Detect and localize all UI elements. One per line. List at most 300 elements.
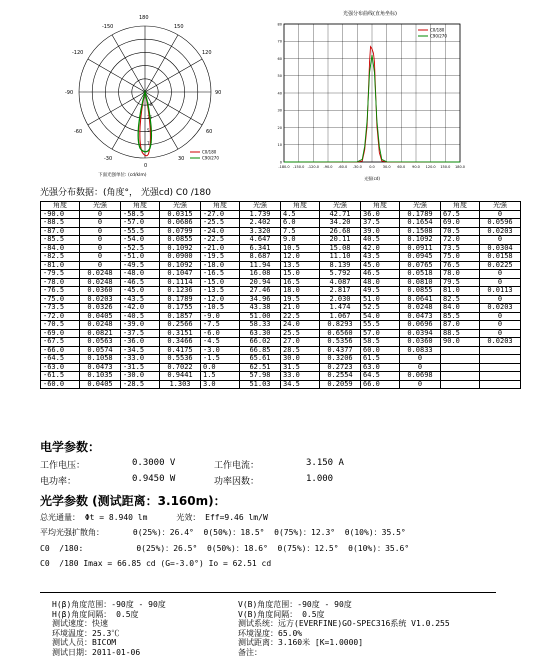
table-cell: -78.0 [41,278,80,287]
table-cell: 70.5 [441,227,480,236]
table-row [41,329,521,338]
table-cell: 0.1092 [400,236,441,245]
table-cell: 0.0900 [160,253,201,262]
table-row [41,210,521,219]
table-cell: 0.1857 [160,312,201,321]
table-cell: 82.5 [441,295,480,304]
table-cell: -87.0 [41,227,80,236]
table-cell: 13.5 [281,261,320,270]
table-cell: 0.0799 [160,227,201,236]
table-cell: -3.0 [201,346,240,355]
table-cell: -52.5 [121,244,160,253]
table-cell: 26.68 [320,227,361,236]
y-tick-label: 50 [277,74,282,79]
table-cell: -13.5 [201,287,240,296]
table-cell: 9.0 [281,236,320,245]
table-cell: 72.0 [441,236,480,245]
table-cell: 19.5 [281,295,320,304]
angle-label-30: 30 [178,156,185,162]
optical-c0-line: C0 /180: θ(25%)：26.5° θ(50%)：18.6° θ(75%)：12.5° θ(10%)：35.6° [40,544,410,553]
x-axis-label: 光强(cd) [364,176,380,181]
table-header-cell: 光强 [80,202,121,211]
table-cell: 0.0203 [480,304,521,313]
table-cell: 34.96 [240,295,281,304]
table-cell: 30.0 [281,355,320,364]
table-cell: -69.0 [41,329,80,338]
table-cell: 0 [400,363,441,372]
table-cell: 0.2059 [320,380,361,389]
table-cell: 48.0 [361,278,400,287]
table-cell: 60.0 [361,346,400,355]
power-label: 电功率： [40,477,77,487]
table-cell: -12.0 [201,295,240,304]
table-cell: 0.4175 [160,346,201,355]
table-cell: 42.71 [320,210,361,219]
table-cell: 15.08 [320,244,361,253]
table-cell: 24.0 [281,321,320,330]
table-cell: 39.0 [361,227,400,236]
y-tick-label: 20 [277,125,282,130]
table-cell: 45.0 [361,261,400,270]
table-cell: 0.3466 [160,338,201,347]
table-cell: 90.0 [441,338,480,347]
table-cell: 18.0 [281,287,320,296]
table-cell: 0.1654 [400,219,441,228]
x-tick-label: 30.0 [382,165,391,169]
table-cell: 0.5536 [160,355,201,364]
table-cell: -28.5 [121,380,160,389]
pf-label: 功率因数： [214,477,260,487]
table-cell: 0.1047 [160,270,201,279]
table-row [41,372,521,381]
table-cell: 1.474 [320,304,361,313]
y-tick-label: 60 [277,56,282,61]
footer-operator: 测试人员：BICOM [52,638,117,647]
table-cell: -46.5 [121,278,160,287]
table-cell: 20.94 [240,278,281,287]
table-cell: 64.5 [361,372,400,381]
table-cell: -4.5 [201,338,240,347]
table-cell: -34.5 [121,346,160,355]
table-cell: 0.6560 [320,329,361,338]
table-cell [480,363,521,372]
table-row [41,278,521,287]
table-cell: -88.5 [41,219,80,228]
table-cell: 75.0 [441,253,480,262]
table-cell: -82.5 [41,253,80,262]
table-header-cell: 角度 [361,202,400,211]
table-cell: 0.0855 [160,236,201,245]
table-cell: 87.0 [441,321,480,330]
table-cell: 0.0248 [80,321,121,330]
table-cell: 5.792 [320,270,361,279]
table-header-cell: 光强 [400,202,441,211]
table-cell: 55.5 [361,321,400,330]
table-cell: -24.0 [201,227,240,236]
table-cell: -70.5 [41,321,80,330]
voltage-value: 0.3000 V [132,458,176,468]
table-cell: 8.687 [240,253,281,262]
table-cell: 62.51 [240,363,281,372]
table-cell: 0.0360 [80,287,121,296]
table-cell: 0.0203 [480,227,521,236]
table-cell: -22.5 [201,236,240,245]
table-cell: 0.0563 [80,338,121,347]
table-cell: -60.0 [41,380,80,389]
table-cell: -19.5 [201,253,240,262]
table-cell: 0.1092 [160,244,201,253]
table-cell: -54.0 [121,236,160,245]
table-cell: 51.0 [361,295,400,304]
table-cell: 81.0 [441,287,480,296]
table-cell: 15.0 [281,270,320,279]
table-cell: 0.5356 [320,338,361,347]
table-cell: 25.5 [281,329,320,338]
table-cell: 0.0405 [80,312,121,321]
angle-label-150: 150 [174,24,184,30]
table-cell [480,380,521,389]
table-header-cell: 光强 [320,202,361,211]
table-cell: 0.0203 [80,295,121,304]
table-header-cell: 角度 [281,202,320,211]
table-cell: 37.5 [361,219,400,228]
table-cell: 0.0698 [400,372,441,381]
current-label: 工作电流： [214,461,260,471]
table-cell: 0 [400,355,441,364]
footer-date: 测试日期：2011-01-06 [52,647,141,657]
y-tick-label: 70 [277,39,282,44]
table-cell: 0.0225 [480,261,521,270]
table-cell: 0.0394 [400,329,441,338]
table-cell: 0.7022 [160,363,201,372]
table-cell: 0.1789 [400,210,441,219]
table-cell: -84.0 [41,244,80,253]
table-cell: -66.0 [41,346,80,355]
table-cell: -27.0 [201,210,240,219]
table-cell: 0.8293 [320,321,361,330]
radial-label-2: 36 [147,115,153,120]
table-cell: 34.5 [281,380,320,389]
polar-spoke [145,35,178,92]
table-cell [441,346,480,355]
table-cell: 63.0 [361,363,400,372]
angle-label-n30: -30 [104,156,113,162]
table-cell: 0.0855 [400,287,441,296]
angle-label-60: 60 [206,129,213,135]
table-header-row [41,202,521,211]
table-cell: 49.5 [361,287,400,296]
x-tick-label: 90.0 [412,165,420,169]
table-row [41,261,521,270]
polar-spoke [145,92,202,125]
table-cell: 85.5 [441,312,480,321]
polar-chart [38,10,234,180]
footer-left [52,600,166,657]
table-cell: 16.5 [281,278,320,287]
table-cell: 0 [480,236,521,245]
table-cell: 0.1789 [160,295,201,304]
angle-label-n90: -90 [65,90,74,96]
table-cell: 0.0596 [480,219,521,228]
table-cell: -58.5 [121,210,160,219]
rect-legend-c0: C0/180 [430,27,445,33]
table-cell: -7.5 [201,321,240,330]
x-tick-label: -60.0 [338,165,348,169]
footer-distance: 测试距离：3.160米 [K=1.0000] [238,638,364,647]
y-tick-label: 0 [279,160,282,165]
table-cell: 88.5 [441,329,480,338]
table-cell [441,363,480,372]
angle-label-n60: -60 [74,129,83,135]
table-cell: 0.1508 [400,227,441,236]
angle-label-n120: -120 [72,50,84,56]
table-cell: -39.0 [121,321,160,330]
table-cell: 1.5 [201,372,240,381]
y-tick-label: 10 [277,143,282,148]
footer-divider [40,592,496,593]
table-cell: -1.5 [201,355,240,364]
table-title: 光强分布数据：(角度°， 光强cd) C0 /180 [40,188,211,198]
table-cell: 0.0 [201,363,240,372]
table-cell: 33.0 [281,372,320,381]
table-cell: 0.0158 [480,253,521,262]
x-tick-label: -90.0 [323,165,333,169]
table-cell: 57.0 [361,329,400,338]
table-row [41,244,521,253]
table-cell: 0.0405 [80,380,121,389]
polar-unit: 下面光强单位: (cd/klm) [98,173,147,178]
table-cell: 0.4377 [320,346,361,355]
x-tick-label: 0.0 [369,165,375,169]
table-cell: 0 [80,210,121,219]
x-tick-label: -30.0 [352,165,362,169]
table-cell: 0 [80,244,121,253]
table-cell: 0.0326 [80,304,121,313]
table-cell: 40.5 [361,236,400,245]
footer-temp: 环境温度：25.3℃ [52,628,120,638]
table-cell: 2.402 [240,219,281,228]
table-cell: 11.10 [320,253,361,262]
optical-heading: 光学参数 (测试距离：3.160m)： [40,494,226,508]
x-tick-label: -120.0 [307,165,319,169]
table-cell: 27.46 [240,287,281,296]
table-cell: 0.0686 [160,219,201,228]
table-cell: -64.5 [41,355,80,364]
table-cell: 27.0 [281,338,320,347]
table-cell: 0.9441 [160,372,201,381]
rect-chart [270,6,466,182]
table-cell: -6.0 [201,329,240,338]
table-header-cell: 角度 [121,202,160,211]
table-cell: 7.5 [281,227,320,236]
table-cell: -75.0 [41,295,80,304]
table-cell: 2.817 [320,287,361,296]
x-tick-label: -180.0 [278,165,290,169]
table-cell: 0 [80,219,121,228]
table-cell: 0.0203 [480,338,521,347]
table-cell: -81.0 [41,261,80,270]
table-cell: 73.5 [441,244,480,253]
table-cell: -51.0 [121,253,160,262]
table-header-cell: 光强 [480,202,521,211]
table-cell: 0.0821 [80,329,121,338]
table-cell: -25.5 [201,219,240,228]
table-cell: 4.647 [240,236,281,245]
table-cell: 0.0360 [400,338,441,347]
table-cell: 58.5 [361,338,400,347]
table-cell: 8.139 [320,261,361,270]
table-cell: 36.0 [361,210,400,219]
table-cell: 0.1236 [160,287,201,296]
polar-spoke [88,59,145,92]
table-cell: -30.0 [121,372,160,381]
polar-legend-c90: C90/270 [202,155,219,161]
angle-label-180: 180 [139,15,149,21]
table-row [41,227,521,236]
table-cell [480,355,521,364]
table-cell: 0.0304 [480,244,521,253]
table-cell: -90.0 [41,210,80,219]
radial-label-4: 72 [147,141,153,146]
optical-imax-line: C0 /180 Imax = 66.85 cd (G=-3.0°) Io = 62.51 cd [40,559,272,568]
table-cell: 1.303 [160,380,201,389]
table-cell: 46.5 [361,270,400,279]
table-row [41,304,521,313]
radial-label-1: 18 [147,102,153,107]
table-cell: 0 [480,329,521,338]
table-cell: 0.1058 [80,355,121,364]
table-cell: 0.0833 [400,346,441,355]
table-cell: -61.5 [41,372,80,381]
table-cell: 0 [80,261,121,270]
x-tick-label: 180.0 [454,165,466,169]
table-cell: 0 [80,227,121,236]
y-tick-label: 80 [277,22,282,27]
table-cell: 51.00 [240,312,281,321]
table-cell: 63.30 [240,329,281,338]
table-row [41,312,521,321]
table-cell: 0.2723 [320,363,361,372]
table-cell: 0.0315 [160,210,201,219]
footer-right [238,600,450,657]
table-cell: 0.0945 [400,253,441,262]
table-cell: -37.5 [121,329,160,338]
table-cell: 51.03 [240,380,281,389]
table-cell: -55.5 [121,227,160,236]
table-cell: 42.0 [361,244,400,253]
table-row [41,355,521,364]
table-cell: -18.0 [201,261,240,270]
x-tick-label: 60.0 [397,165,406,169]
table-cell: 58.33 [240,321,281,330]
table-cell: 10.5 [281,244,320,253]
x-tick-label: -150.0 [293,165,305,169]
table-cell: 65.61 [240,355,281,364]
table-cell: 0.0248 [80,270,121,279]
intensity-table [40,201,521,389]
table-cell: 0.0696 [400,321,441,330]
table-cell: 43.5 [361,253,400,262]
polar-spoke [88,92,145,125]
table-cell: 3.0 [201,380,240,389]
table-cell: 21.0 [281,304,320,313]
table-cell [441,355,480,364]
x-tick-label: 120.0 [425,165,436,169]
table-cell: 28.5 [281,346,320,355]
angle-label-90: 90 [215,90,222,96]
table-cell: -16.5 [201,270,240,279]
power-value: 0.9450 W [132,474,176,484]
table-row [41,363,521,372]
footer-h-step: H(β)角度间隔： 0.5度 [52,609,139,619]
table-cell: 12.0 [281,253,320,262]
table-row [41,338,521,347]
table-row [41,380,521,389]
table-header-cell: 角度 [41,202,80,211]
table-cell: 0 [400,380,441,389]
voltage-label: 工作电压： [40,461,86,471]
table-cell: -48.0 [121,270,160,279]
footer-v-range: V(B)角度范围：-90度 - 90度 [238,600,352,609]
table-header-cell: 角度 [441,202,480,211]
table-cell: 0.0248 [400,304,441,313]
table-cell: 4.087 [320,278,361,287]
table-cell: -72.0 [41,312,80,321]
table-cell: 0.0765 [400,261,441,270]
table-cell: -9.0 [201,312,240,321]
table-row [41,295,521,304]
table-cell: 0.1035 [80,372,121,381]
table-row [41,253,521,262]
table-cell [480,346,521,355]
electrical-heading: 电学参数： [40,440,101,454]
table-cell: -36.0 [121,338,160,347]
table-row [41,346,521,355]
table-cell: 0 [480,295,521,304]
table-header-cell: 光强 [160,202,201,211]
table-cell: 52.5 [361,304,400,313]
table-cell: 0.1114 [160,278,201,287]
table-cell: 20.11 [320,236,361,245]
footer-v-step: V(B)角度间隔： 0.5度 [238,609,325,619]
table-row [41,236,521,245]
angle-label-0: 0 [144,163,148,169]
table-cell: 0 [80,236,121,245]
table-cell: 76.5 [441,261,480,270]
table-cell: 0.1092 [160,261,201,270]
table-cell: 0.1755 [160,304,201,313]
table-cell: 66.85 [240,346,281,355]
table-row [41,321,521,330]
footer-remark: 备注： [238,647,262,657]
footer-h-range: H(β)角度范围：-90度 - 90度 [52,600,166,609]
table-cell: -45.0 [121,287,160,296]
table-cell: -42.0 [121,304,160,313]
table-cell: 31.5 [281,363,320,372]
current-value: 3.150 A [306,458,344,468]
table-cell: 0 [480,278,521,287]
table-header-cell: 光强 [240,202,281,211]
optical-beam-angle-line: 平均光强扩散角： θ(25%)：26.4° θ(50%)：18.5° θ(75%)：12.3° θ(10%)：35.5° [40,528,406,537]
table-cell: -49.5 [121,261,160,270]
optical-flux-line: 总光通量： Φt = 8.940 lm 光效： Eff=9.46 lm/W [40,513,268,522]
table-cell [441,372,480,381]
table-row [41,270,521,279]
table-header-cell: 角度 [201,202,240,211]
table-row [41,219,521,228]
table-cell: -43.5 [121,295,160,304]
table-cell: 66.0 [361,380,400,389]
